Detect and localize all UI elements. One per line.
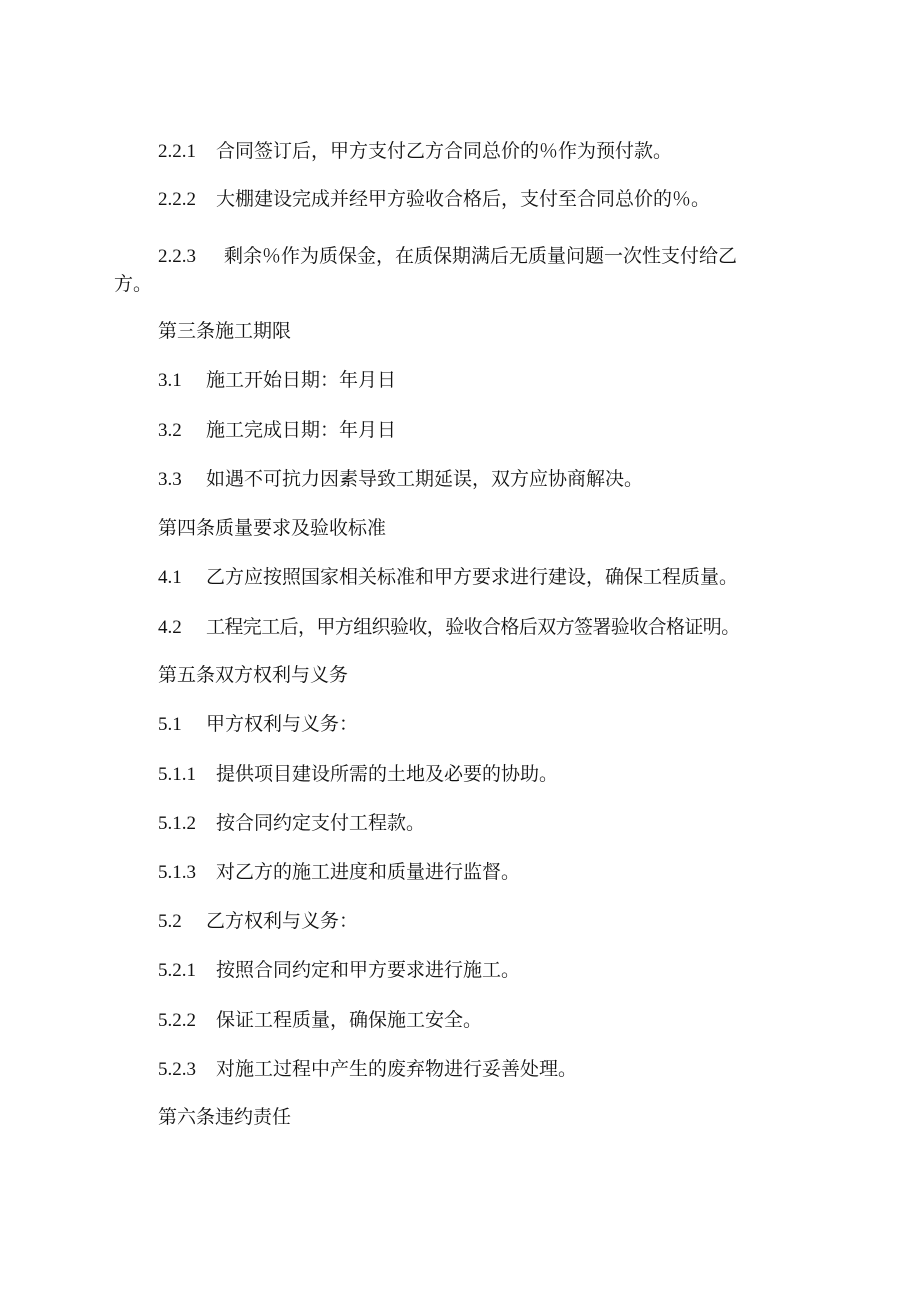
clause-number: 5.2.1: [158, 960, 196, 981]
section-heading-3: 第三条施工期限: [158, 320, 292, 342]
clause-text: 按合同约定支付工程款。: [216, 812, 426, 834]
clause-number: 4.2: [158, 617, 182, 638]
clause-3-3: [158, 467, 643, 492]
clause-number: 2.2.1: [158, 141, 196, 162]
clause-text: 剩余％作为质保金，在质保期满后无质量问题一次性支付给乙: [224, 245, 738, 267]
clause-number: 5.2.3: [158, 1059, 196, 1080]
clause-2-2-2: [158, 187, 710, 212]
clause-number: 3.3: [158, 469, 182, 490]
clause-5-1-1: [158, 762, 558, 787]
clause-text: 如遇不可抗力因素导致工期延误，双方应协商解决。: [206, 468, 644, 490]
clause-number: 5.1: [158, 714, 182, 735]
clause-text: 大棚建设完成并经甲方验收合格后，支付至合同总价的％。: [216, 188, 711, 210]
clause-5-1-3: [158, 860, 520, 885]
clause-text: 甲方权利与义务：: [206, 713, 359, 735]
clause-2-2-3-continuation: 方。: [114, 273, 153, 295]
clause-text: 对施工过程中产生的废弃物进行妥善处理。: [216, 1058, 578, 1080]
clause-text: 乙方应按照国家相关标准和甲方要求进行建设，确保工程质量。: [206, 566, 739, 588]
clause-5-1-2: [158, 811, 425, 836]
clause-number: 5.1.1: [158, 764, 196, 785]
clause-text: 乙方权利与义务：: [206, 910, 359, 932]
section-heading-5: 第五条双方权利与义务: [158, 664, 349, 686]
clause-text: 工程完工后，甲方组织验收，验收合格后双方签署验收合格证明。: [206, 616, 740, 638]
clause-3-1: [158, 368, 396, 393]
clause-text: 对乙方的施工进度和质量进行监督。: [216, 861, 521, 883]
clause-2-2-3: [158, 244, 737, 269]
clause-number: 5.1.2: [158, 813, 196, 834]
clause-number: 3.2: [158, 420, 182, 441]
clause-number: 4.1: [158, 567, 182, 588]
clause-4-1: [158, 565, 738, 590]
clause-number: 5.2.2: [158, 1010, 196, 1031]
clause-2-2-1: [158, 139, 672, 164]
clause-3-2: [158, 418, 396, 443]
clause-number: 2.2.3: [158, 246, 196, 267]
clause-text: 保证工程质量，确保施工安全。: [216, 1009, 483, 1031]
clause-number: 5.1.3: [158, 862, 196, 883]
clause-number: 2.2.2: [158, 189, 196, 210]
section-heading-6: 第六条违约责任: [158, 1106, 292, 1128]
clause-4-2: [158, 615, 740, 640]
clause-number: 3.1: [158, 370, 182, 391]
section-heading-4: 第四条质量要求及验收标准: [158, 517, 387, 539]
clause-text: 施工完成日期：年月日: [206, 419, 397, 441]
clause-5-2: [158, 909, 358, 934]
clause-text: 施工开始日期：年月日: [206, 369, 397, 391]
clause-5-1: [158, 712, 358, 737]
clause-text: 合同签订后，甲方支付乙方合同总价的％作为预付款。: [216, 140, 673, 162]
clause-text: 按照合同约定和甲方要求进行施工。: [216, 959, 521, 981]
clause-number: 5.2: [158, 911, 182, 932]
clause-5-2-2: [158, 1008, 482, 1033]
clause-text: 提供项目建设所需的土地及必要的协助。: [216, 763, 559, 785]
clause-5-2-1: [158, 958, 520, 983]
clause-5-2-3: [158, 1057, 577, 1082]
